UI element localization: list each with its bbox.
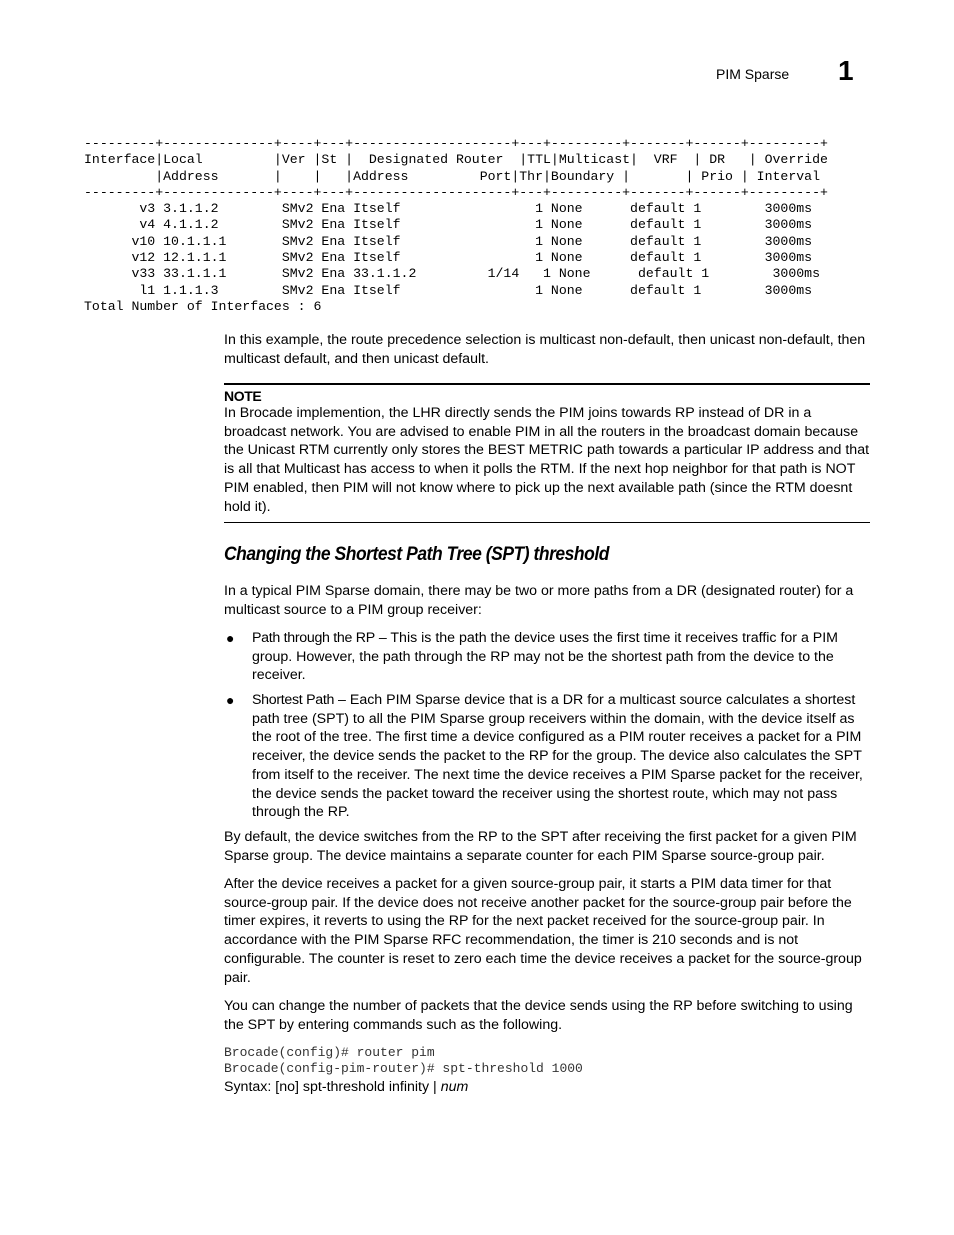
cli-output-line: Interface|Local |Ver |St | Designated Router |TTL|Multicast| VRF | DR | Override bbox=[84, 152, 828, 168]
cli-output-block bbox=[84, 136, 828, 315]
syntax-label: Syntax: bbox=[224, 1079, 272, 1095]
syntax-bracket-open: [ bbox=[275, 1079, 280, 1095]
bullet-item-shortest-path bbox=[252, 691, 872, 822]
cli-output-line: v12 12.1.1.1 SMv2 Ena Itself 1 None default 1 3000ms bbox=[84, 250, 813, 266]
syntax-line bbox=[224, 1078, 468, 1096]
cli-output-line: l1 1.1.1.3 SMv2 Ena Itself 1 None default 1 3000ms bbox=[84, 282, 813, 298]
cli-output-line: ---------+--------------+----+---+--------------------+---+---------+-------+------+---------+ bbox=[84, 136, 828, 151]
cli-output-line: v33 33.1.1.1 SMv2 Ena 33.1.1.2 1/14 1 None default 1 3000ms bbox=[84, 266, 820, 282]
section-heading: Changing the Shortest Path Tree (SPT) threshold bbox=[224, 544, 609, 565]
default-switch-paragraph: By default, the device switches from the RP to the SPT after receiving the first packet for a given PIM Sparse group. The device maintains a separate counter for each PIM Sparse source-group pair. bbox=[224, 829, 857, 864]
bullet-marker: ● bbox=[226, 692, 235, 708]
syntax-command: spt-threshold infinity bbox=[302, 1079, 430, 1095]
cli-output-line: v4 4.1.1.2 SMv2 Ena Itself 1 None default 1 3000ms bbox=[84, 217, 813, 233]
section-lead-paragraph: In a typical PIM Sparse domain, there may be two or more paths from a DR (designated router) for a multicast source to a PIM group receiver: bbox=[224, 583, 854, 618]
note-top-rule bbox=[224, 383, 870, 385]
cli-output-line: ---------+--------------+----+---+--------------------+---+---------+-------+------+---------+ bbox=[84, 184, 828, 200]
data-timer-paragraph: After the device receives a packet for a given source-group pair, it starts a PIM data timer for that source-group pair. If the device does not receive another packet for the source-group pair before the timer expires, it reverts to using the RP for the next packet received for the source-group pair. In accordance with the PIM Sparse RFC recommendation, the timer is 210 seconds and is not configurable. The counter is reset to zero each time the device receives a packet for the source-group pair. bbox=[224, 876, 862, 986]
change-threshold-paragraph: You can change the number of packets that the device sends using the RP before switching to using the SPT by entering commands such as the following. bbox=[224, 998, 853, 1033]
cli-output-line: v10 10.1.1.1 SMv2 Ena Itself 1 None default 1 3000ms bbox=[84, 233, 813, 249]
bullet-text: – Each PIM Sparse device that is a DR for a multicast source calculates a shortest path tree (SPT) to all the PIM Sparse group receivers within the domain, with the device itself as the root of the tree. The first time a device configured as a PIM router receives a packet for a PIM receiver, the device sends the packet to the RP for the group. The device also calculates the SPT from itself to the receiver. The next time the device receives a PIM Sparse packet for the receiver, the device sends the packet toward the receiver using the shortest route, which may not pass through the RP. bbox=[252, 692, 863, 821]
bullet-term: Path through the RP bbox=[252, 630, 375, 646]
header-section-title: PIM Sparse bbox=[716, 66, 790, 82]
cli-output-line: |Address | | |Address Port|Thr|Boundary | | Prio | Interval bbox=[84, 168, 820, 184]
code-line: Brocade(config-pim-router)# spt-threshold 1000 bbox=[224, 1061, 583, 1077]
note-text: In Brocade implemention, the LHR directly sends the PIM joins towards RP instead of DR in a broadcast network. You are advised to enable PIM in all the routers in the broadcast domain because the Unicast RTM currently only stores the BEST METRIC path towards a particular IP address and that is all that Multicast has access to when it polls the RTM. If the next hop neighbor for that path is NOT PIM enabled, then PIM will not know where to pick up the next available path (since the RTM doesnt hold it). bbox=[224, 405, 870, 515]
cli-output-line: v3 3.1.1.2 SMv2 Ena Itself 1 None default 1 3000ms bbox=[84, 201, 813, 217]
bullet-marker: ● bbox=[226, 630, 235, 646]
bullet-text: – This is the path the device uses the first time it receives traffic for a PIM group. However, the path through the RP may not be the shortest path from the device to the receiver. bbox=[252, 630, 839, 684]
syntax-argument: num bbox=[440, 1079, 469, 1095]
note-label: NOTE bbox=[224, 388, 262, 404]
bullet-item-path-through-rp bbox=[252, 629, 872, 685]
code-line: Brocade(config)# router pim bbox=[224, 1045, 435, 1060]
intro-paragraph: In this example, the route precedence selection is multicast non-default, then unicast non-default, then multicast default, and then unicast default. bbox=[224, 332, 866, 367]
cli-output-line: Total Number of Interfaces : 6 bbox=[84, 298, 322, 314]
chapter-number: 1 bbox=[838, 55, 854, 86]
syntax-bracket-close: ] bbox=[295, 1079, 299, 1095]
config-code-block bbox=[224, 1045, 583, 1078]
note-bottom-rule bbox=[224, 522, 870, 523]
syntax-separator: | bbox=[433, 1079, 437, 1095]
syntax-no-keyword: no bbox=[279, 1079, 296, 1095]
bullet-term: Shortest Path bbox=[252, 692, 335, 708]
